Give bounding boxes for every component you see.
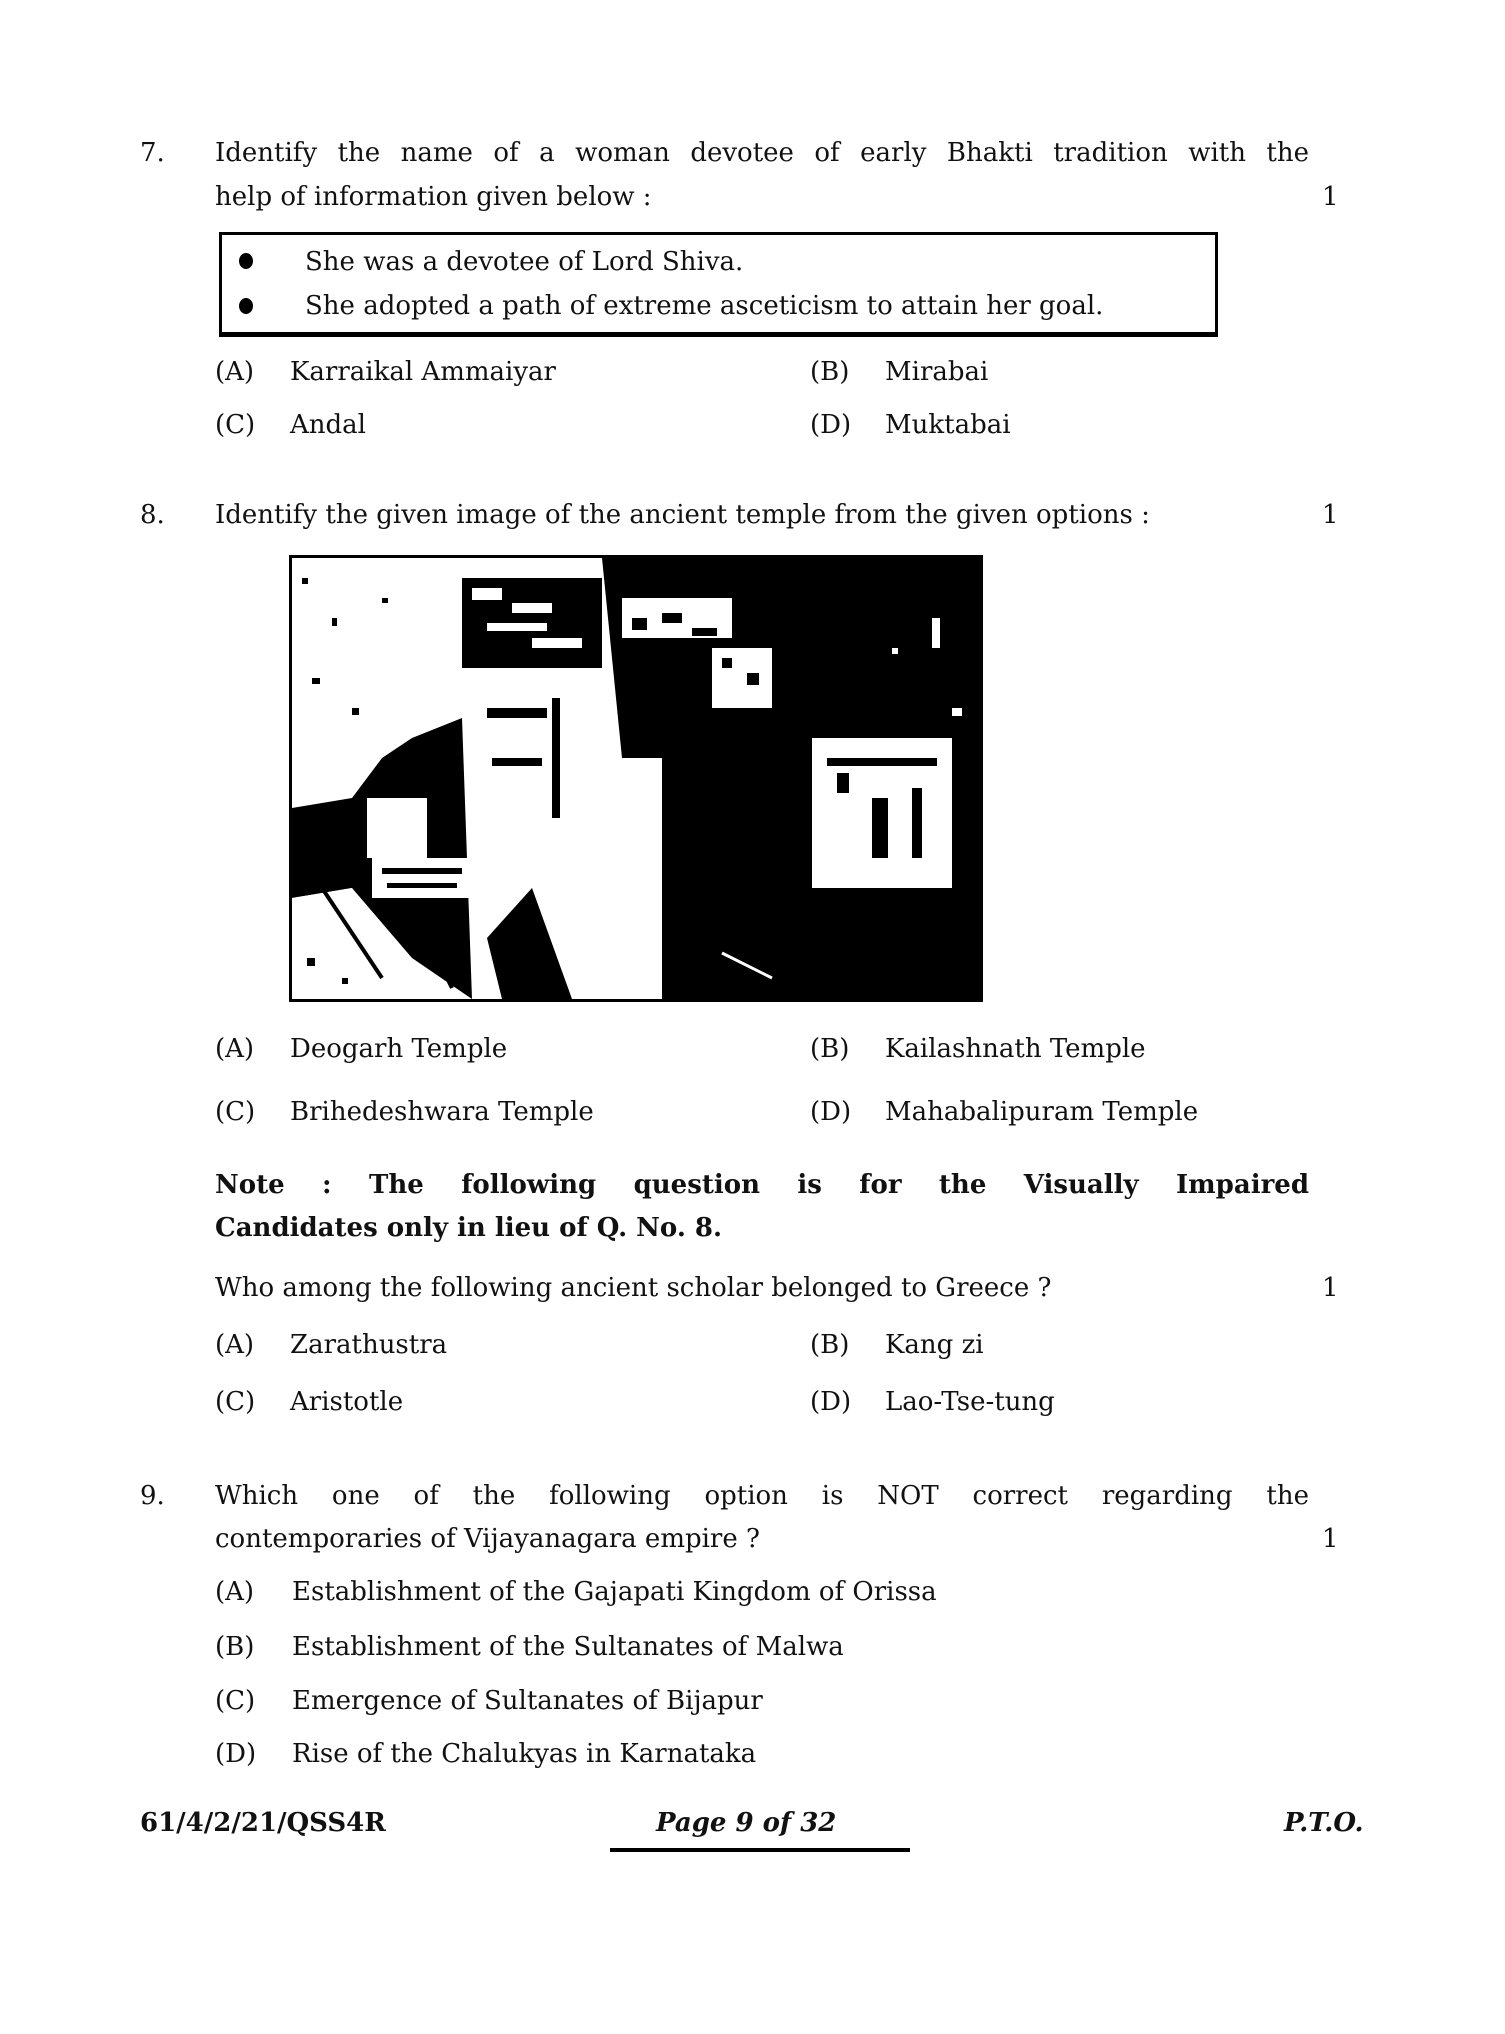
option-label: (C) <box>215 1387 256 1417</box>
question-number: 9. <box>140 1481 165 1511</box>
question-text-line: help of information given below : <box>215 182 652 212</box>
page-number: Page 9 of 32 <box>656 1808 837 1838</box>
option-text: Zarathustra <box>290 1330 448 1360</box>
option-text: Rise of the Chalukyas in Karnataka <box>292 1739 757 1769</box>
option-text: Kailashnath Temple <box>885 1034 1146 1064</box>
question-text-line: Who among the following ancient scholar belonged to Greece ? <box>215 1273 1052 1303</box>
option-label: (A) <box>215 357 255 387</box>
option-text: Aristotle <box>290 1387 404 1417</box>
option-label: (B) <box>810 1034 850 1064</box>
option-text: Deogarh Temple <box>290 1034 508 1064</box>
marks: 1 <box>1322 1524 1339 1554</box>
info-box <box>219 232 1218 337</box>
option-label: (B) <box>810 357 850 387</box>
note-text-line: Note : The following question is for the Visually Impaired <box>215 1170 1309 1200</box>
footer-underline <box>610 1848 910 1852</box>
paper-code: 61/4/2/21/QSS4R <box>140 1808 386 1838</box>
question-text-line: Identify the given image of the ancient temple from the given options : <box>215 500 1150 530</box>
option-label: (C) <box>215 1686 256 1716</box>
option-label: (D) <box>810 410 852 440</box>
option-text: Establishment of the Sultanates of Malwa <box>292 1632 844 1662</box>
ancient-temple-image <box>289 555 983 1002</box>
marks: 1 <box>1322 1273 1339 1303</box>
option-label: (A) <box>215 1577 255 1607</box>
info-item: She adopted a path of extreme asceticism to attain her goal. <box>305 291 1104 321</box>
option-label: (D) <box>215 1739 257 1769</box>
question-number: 8. <box>140 500 165 530</box>
bullet-icon <box>239 298 253 314</box>
question-text-line: contemporaries of Vijayanagara empire ? <box>215 1524 760 1554</box>
bullet-icon <box>239 253 253 269</box>
option-text: Mahabalipuram Temple <box>885 1097 1199 1127</box>
option-label: (C) <box>215 1097 256 1127</box>
option-text: Andal <box>290 410 366 440</box>
question-number: 7. <box>140 138 165 168</box>
option-label: (B) <box>810 1330 850 1360</box>
marks: 1 <box>1322 500 1339 530</box>
note-text-line: Candidates only in lieu of Q. No. 8. <box>215 1213 723 1243</box>
option-label: (B) <box>215 1632 255 1662</box>
option-text: Karraikal Ammaiyar <box>290 357 556 387</box>
option-label: (C) <box>215 410 256 440</box>
option-label: (D) <box>810 1097 852 1127</box>
option-label: (D) <box>810 1387 852 1417</box>
option-text: Lao-Tse-tung <box>885 1387 1055 1417</box>
option-text: Brihedeshwara Temple <box>290 1097 594 1127</box>
option-text: Establishment of the Gajapati Kingdom of Orissa <box>292 1577 937 1607</box>
option-text: Kang zi <box>885 1330 984 1360</box>
pto-label: P.T.O. <box>1284 1808 1364 1838</box>
marks: 1 <box>1322 182 1339 212</box>
question-text-line: Identify the name of a woman devotee of early Bhakti tradition with the <box>215 138 1309 168</box>
question-text-line: Which one of the following option is NOT correct regarding the <box>215 1481 1309 1511</box>
info-item: She was a devotee of Lord Shiva. <box>305 247 744 277</box>
option-text: Mirabai <box>885 357 989 387</box>
option-text: Emergence of Sultanates of Bijapur <box>292 1686 763 1716</box>
option-label: (A) <box>215 1330 255 1360</box>
option-text: Muktabai <box>885 410 1011 440</box>
option-label: (A) <box>215 1034 255 1064</box>
